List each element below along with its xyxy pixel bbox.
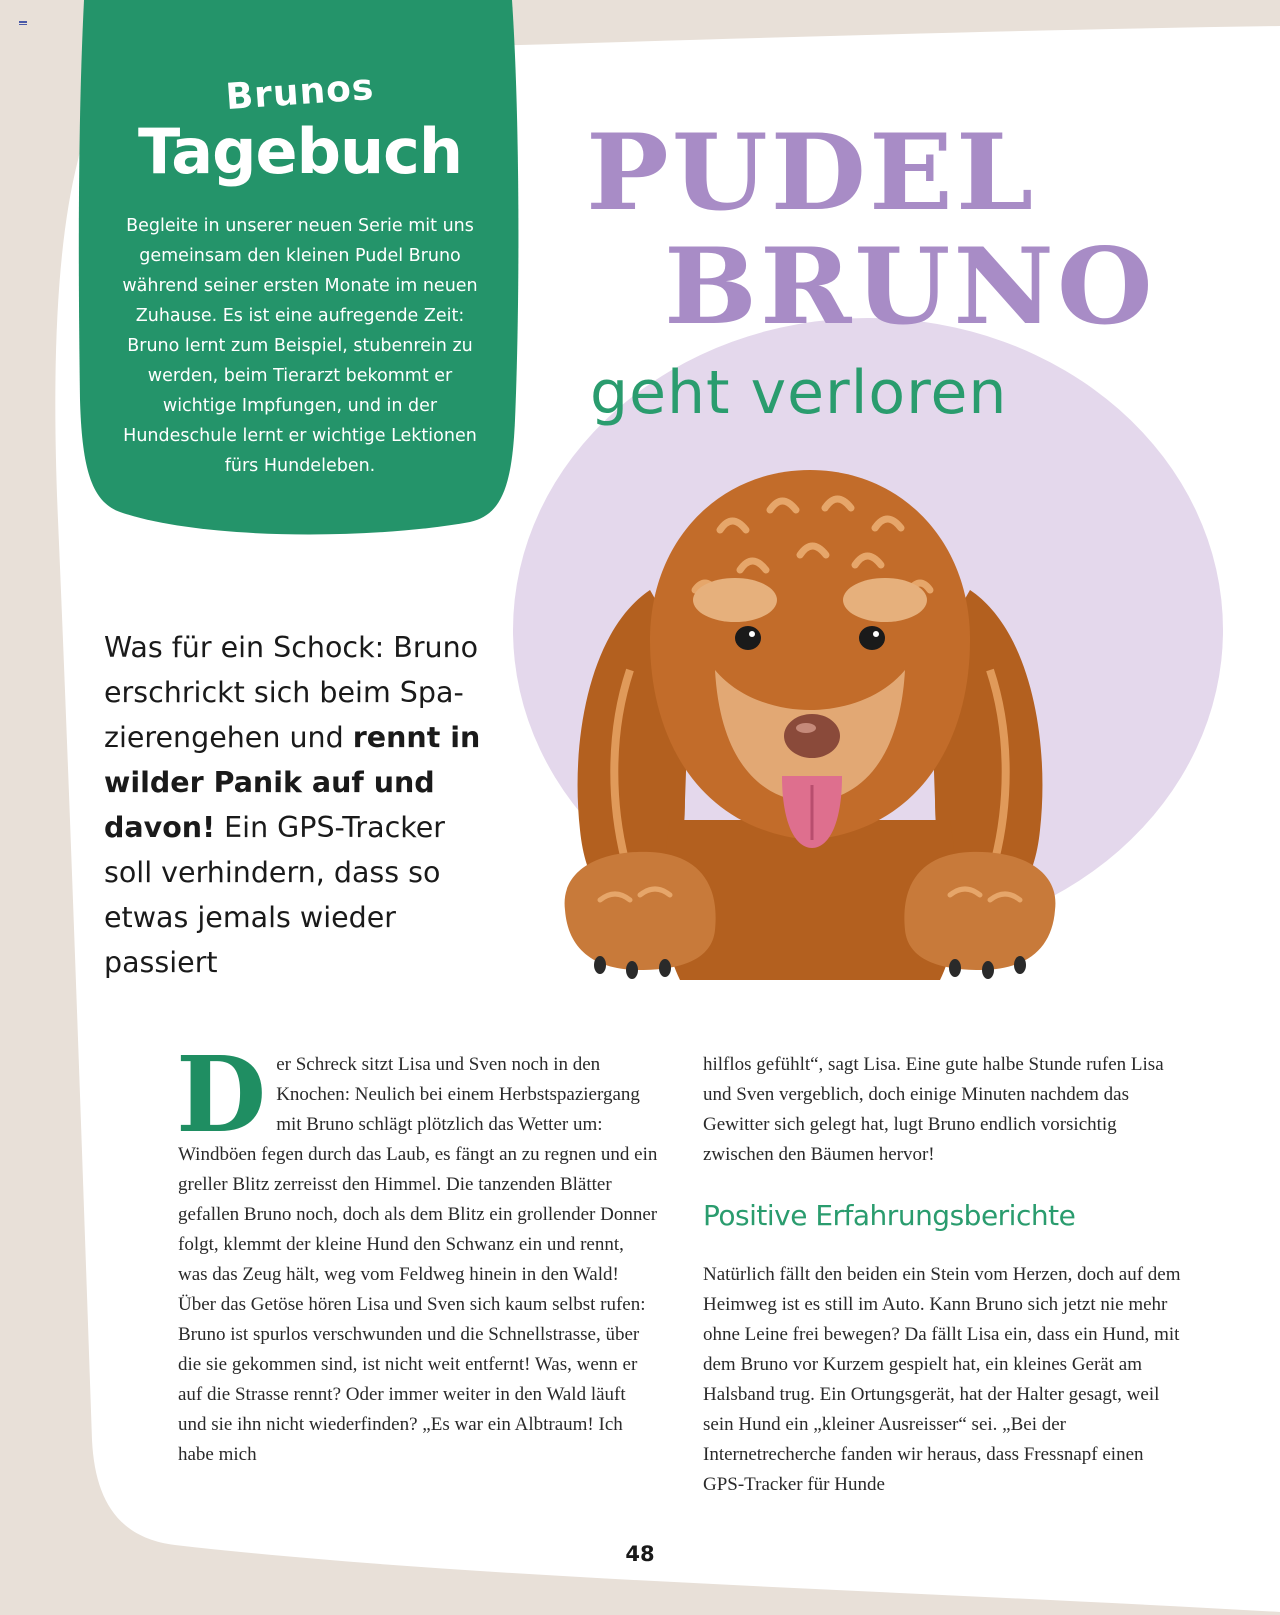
series-box xyxy=(110,60,490,481)
headline-subtitle: geht verloren xyxy=(590,358,1008,428)
series-kicker: Brunos xyxy=(224,66,376,119)
article-column-1 xyxy=(176,1033,658,1470)
lead-text-1: Was für ein Schock: Bruno erschrickt sich beim Spazierengehen und xyxy=(104,631,479,754)
lead-text-bold: rennt in wilder Panik auf und davon! xyxy=(104,721,481,844)
left-brow xyxy=(693,578,777,622)
series-title: Tagebuch xyxy=(138,115,462,188)
article-column-2 xyxy=(703,1050,1183,1500)
article-paragraph-4: Natürlich fällt den beiden ein Stein vom Herzen, doch auf dem Heimweg ist es still im Auto. Kann Bruno sich jetzt nie mehr ohne Leine frei bewegen? Da fällt Lisa ein, dass ein Hund, mit dem Bruno vor Kurzem gespielt hat, ein kleines Gerät am Halsband trug. Ein Ortungsgerät, hat der Halter gesagt, weil sein Hund ein „kleiner Ausreisser“ sei. „Bei der Internetrecherche fanden wir heraus, dass Fressnapf einen GPS-Tracker für Hunde xyxy=(703,1264,1181,1495)
left-eye xyxy=(735,626,761,650)
headline-line-2: BRUNO xyxy=(664,225,1156,348)
right-eye xyxy=(859,626,885,650)
article-paragraph-2: Über das Getöse hören Lisa und Sven sich kaum selbst rufen: Bruno ist spurlos verschwunden und die Schnellstrasse, über die sie gekommen sind, ist nicht weit entfernt! Was, wenn er auf die Strasse rennt? Oder immer weiter in den Wald läuft und sie ihn nicht wiederfinden? „Es war ein Albtraum! Ich habe mich xyxy=(178,1294,646,1465)
right-paw xyxy=(904,852,1055,970)
series-intro: Begleite in unserer neuen Serie mit uns gemeinsam den kleinen Pudel Bruno während seiner ersten Monate im neuen Zuhause. Es ist eine aufregende Zeit: Bruno lernt zum Beispiel, stubenrein zu werden, beim Tierarzt bekommt er wichtige Impfungen, und in der Hundeschule lernt er wichtige Lektionen fürs Hundeleben. xyxy=(122,216,478,476)
article-subheading: Positive Erfahrungsberichte xyxy=(703,1199,1076,1232)
left-paw xyxy=(565,852,716,970)
lead-text-2: Ein GPS-Tracker soll verhindern, dass so etwas jemals wieder passiert xyxy=(104,811,446,979)
headline-line-1: PUDEL xyxy=(586,111,1037,234)
right-brow xyxy=(843,578,927,622)
article-paragraph-3: hilflos gefühlt“, sagt Lisa. Eine gute halbe Stunde rufen Lisa und Sven vergeblich, doch einige Minuten nachdem das Gewitter sich gelegt hat, lugt Bruno endlich vorsichtig zwischen den Bäumen hervor! xyxy=(703,1054,1164,1165)
article-paragraph-1: er Schreck sitzt Lisa und Sven noch in den Knochen: Neulich bei einem Herbstspaziergang mit Bruno schlägt plötzlich das Wetter um: Windböen fegen durch das Laub, es fängt an zu regnen und ein greller Blitz zerreisst den Himmel. Die tanzenden Blätter gefallen Bruno noch, doch als dem Blitz ein grollender Donner folgt, klemmt der kleine Hund den Schwanz ein und rennt, was das Zeug hält, weg vom Feldweg hinein in den Wald! xyxy=(178,1054,658,1285)
drop-cap: D xyxy=(176,1033,267,1156)
menu-icon[interactable] xyxy=(19,21,27,27)
nose xyxy=(784,714,840,758)
lead-paragraph xyxy=(104,625,484,985)
poodle-illustration xyxy=(520,440,1100,1000)
page-number: 48 xyxy=(625,1542,655,1566)
